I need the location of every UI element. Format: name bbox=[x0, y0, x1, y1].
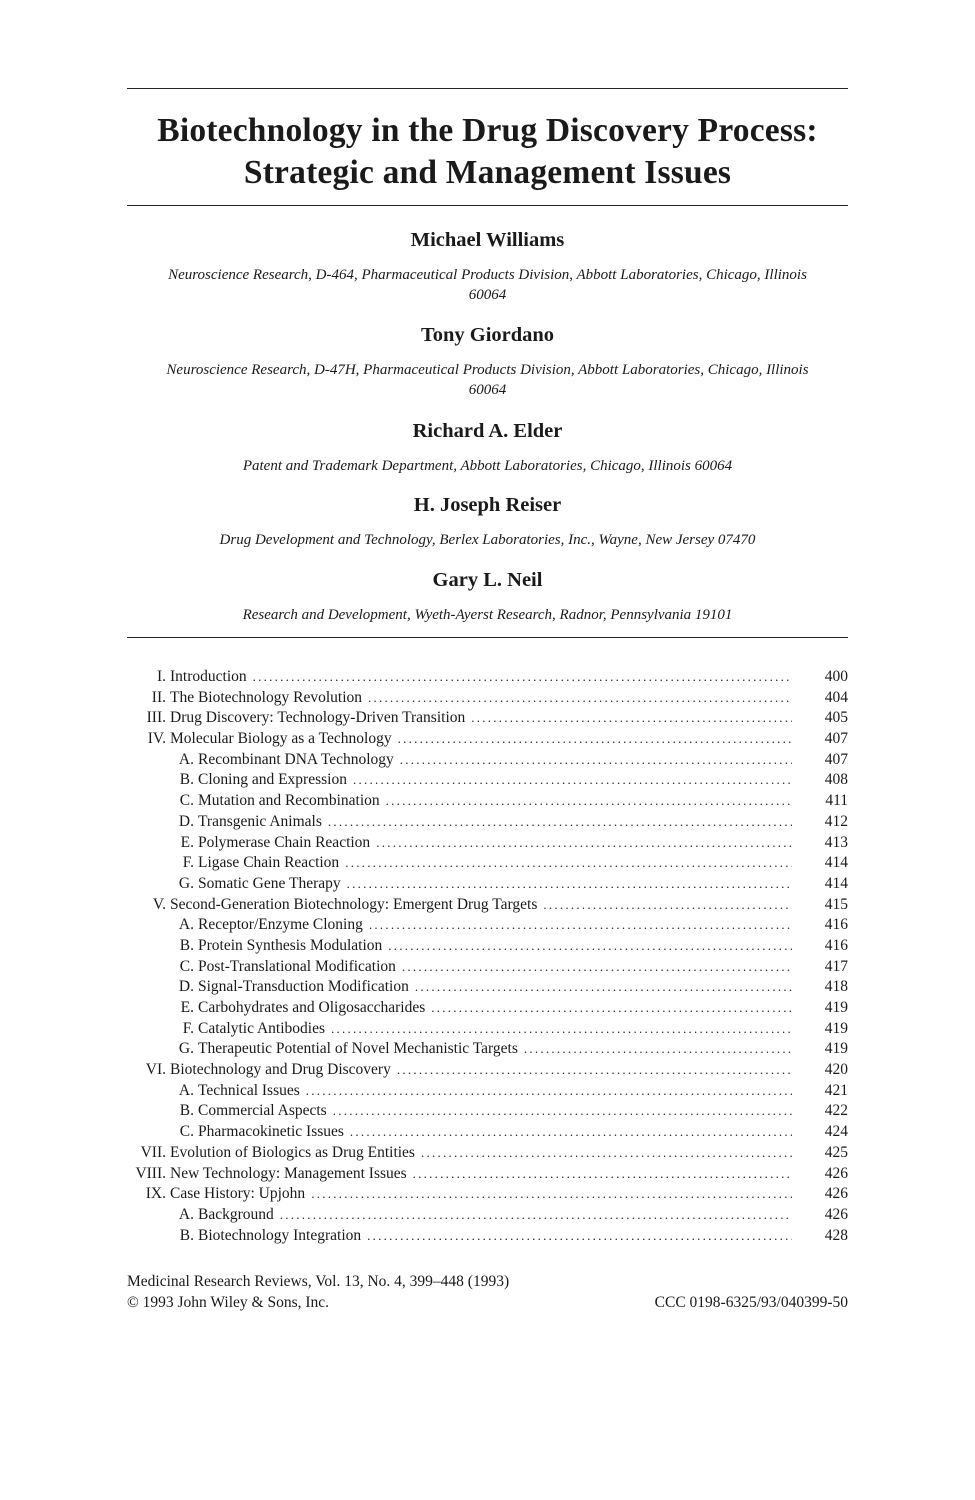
toc-entry-label: Biotechnology Integration bbox=[198, 1226, 362, 1244]
toc-row bbox=[127, 998, 848, 1019]
toc-leader-dots bbox=[306, 1081, 792, 1102]
journal-citation: Medicinal Research Reviews, Vol. 13, No. 4, 399–448 (1993) bbox=[127, 1273, 510, 1290]
toc-entry-label: Somatic Gene Therapy bbox=[198, 874, 341, 892]
toc-subsection-letter: C. bbox=[179, 957, 194, 975]
toc-entry-label: Polymerase Chain Reaction bbox=[198, 833, 371, 851]
toc-subsection-letter: A. bbox=[178, 1081, 194, 1099]
toc-leader-dots bbox=[368, 688, 792, 709]
toc-leader-dots bbox=[543, 895, 792, 916]
toc-page-number: 416 bbox=[824, 916, 848, 934]
toc-row bbox=[127, 1039, 848, 1060]
toc-page-number: 411 bbox=[825, 792, 848, 810]
toc-subsection-letter: B. bbox=[179, 936, 194, 954]
toc-page-number: 418 bbox=[824, 978, 848, 996]
toc-entry bbox=[166, 812, 808, 833]
toc-page-number: 421 bbox=[824, 1081, 848, 1099]
toc-entry-label: Transgenic Animals bbox=[198, 812, 322, 830]
toc-row bbox=[127, 1060, 848, 1081]
toc-leader-dots bbox=[413, 1164, 792, 1185]
toc-leader-dots bbox=[402, 957, 792, 978]
toc-subsection-letter: B. bbox=[179, 771, 194, 789]
toc-page-number: 407 bbox=[824, 730, 848, 748]
ccc-code: CCC 0198-6325/93/040399-50 bbox=[654, 1293, 848, 1311]
toc-section-number: V. bbox=[152, 895, 166, 913]
toc-entry bbox=[166, 936, 808, 957]
toc-row bbox=[127, 1205, 848, 1226]
affiliation-line-2: 60064 bbox=[468, 382, 507, 398]
toc-entry-label: Signal-Transduction Modification bbox=[198, 978, 409, 996]
toc-row bbox=[127, 915, 848, 936]
toc-entry-label: Technical Issues bbox=[198, 1081, 300, 1099]
toc-page-number: 408 bbox=[824, 771, 848, 789]
title-line-2: Strategic and Management Issues bbox=[243, 154, 732, 191]
toc-entry bbox=[166, 1060, 808, 1081]
toc-page-number: 419 bbox=[824, 1040, 848, 1058]
toc-leader-dots bbox=[386, 791, 792, 812]
affiliation-line-2: 60064 bbox=[468, 287, 507, 303]
footer bbox=[127, 1272, 848, 1313]
author-name: Tony Giordano bbox=[420, 324, 555, 346]
top-rule bbox=[127, 88, 848, 89]
toc-entry-label: Ligase Chain Reaction bbox=[198, 854, 340, 872]
toc-page-number: 416 bbox=[824, 936, 848, 954]
toc-subsection-letter: B. bbox=[179, 1102, 194, 1120]
toc-entry-label: Mutation and Recombination bbox=[198, 792, 380, 810]
toc-subsection-letter: D. bbox=[178, 978, 194, 996]
toc-entry bbox=[166, 998, 808, 1019]
toc-subsection-letter: B. bbox=[179, 1226, 194, 1244]
toc-entry-label: New Technology: Management Issues bbox=[170, 1164, 407, 1182]
toc-leader-dots bbox=[350, 1122, 792, 1143]
toc-subsection-letter: D. bbox=[178, 812, 194, 830]
toc-leader-dots bbox=[398, 729, 792, 750]
toc-entry bbox=[166, 1226, 808, 1247]
toc-entry bbox=[166, 667, 808, 688]
toc-section-number: IV. bbox=[147, 730, 166, 748]
toc-entry-label: The Biotechnology Revolution bbox=[170, 688, 363, 706]
toc-leader-dots bbox=[347, 874, 792, 895]
toc-leader-dots bbox=[471, 708, 792, 729]
toc-entry-label: Drug Discovery: Technology-Driven Transition bbox=[170, 709, 466, 727]
toc-row bbox=[127, 1184, 848, 1205]
toc-entry bbox=[166, 770, 808, 791]
toc-entry bbox=[166, 1205, 808, 1226]
toc-entry bbox=[166, 895, 808, 916]
toc-leader-dots bbox=[431, 998, 792, 1019]
toc-page-number: 400 bbox=[824, 668, 848, 685]
affiliation-line: Research and Development, Wyeth-Ayerst Research, Radnor, Pennsylvania 19101 bbox=[242, 607, 733, 623]
toc-section-number: II. bbox=[151, 688, 166, 706]
toc-row bbox=[127, 936, 848, 957]
toc-page-number: 414 bbox=[824, 874, 848, 892]
toc-entry-label: Pharmacokinetic Issues bbox=[198, 1123, 344, 1141]
toc-section-number: III. bbox=[146, 709, 166, 727]
toc-page-number: 425 bbox=[824, 1143, 848, 1161]
toc-page-number: 422 bbox=[824, 1102, 848, 1120]
toc-subsection-letter: E. bbox=[180, 999, 194, 1016]
toc-leader-dots bbox=[311, 1184, 792, 1205]
toc-row bbox=[127, 729, 848, 750]
toc-subsection-letter: A. bbox=[178, 1205, 194, 1223]
toc-entry bbox=[166, 791, 808, 812]
toc-entry bbox=[166, 874, 808, 895]
toc-entry-label: Cloning and Expression bbox=[198, 771, 347, 789]
toc-entry bbox=[166, 833, 808, 854]
toc-entry bbox=[166, 1019, 808, 1040]
toc-leader-dots bbox=[328, 812, 792, 833]
toc-subsection-letter: C. bbox=[179, 1123, 194, 1141]
toc-entry-label: Background bbox=[198, 1205, 274, 1223]
toc-page-number: 404 bbox=[824, 688, 848, 706]
toc-subsection-letter: A. bbox=[178, 916, 194, 934]
toc-entry bbox=[166, 1122, 808, 1143]
article-title bbox=[100, 110, 875, 194]
author-affiliation bbox=[120, 265, 855, 305]
toc-subsection-letter: F. bbox=[182, 1019, 194, 1037]
toc-row bbox=[127, 957, 848, 978]
title-line-1: Biotechnology in the Drug Discovery Process: bbox=[157, 112, 818, 149]
toc-section-number: IX. bbox=[145, 1185, 166, 1203]
toc-row bbox=[127, 874, 848, 895]
author-name: Richard A. Elder bbox=[412, 420, 563, 442]
toc-row bbox=[127, 853, 848, 874]
toc-entry-label: Therapeutic Potential of Novel Mechanistic Targets bbox=[198, 1040, 518, 1058]
toc-entry bbox=[166, 915, 808, 936]
toc-section-number: I. bbox=[156, 668, 166, 685]
toc-page-number: 413 bbox=[824, 833, 848, 851]
toc-page-number: 426 bbox=[824, 1205, 848, 1223]
toc-entry bbox=[166, 1081, 808, 1102]
toc-entry-label: Catalytic Antibodies bbox=[198, 1019, 325, 1037]
toc-entry bbox=[166, 1039, 808, 1060]
toc-subsection-letter: A. bbox=[178, 750, 194, 768]
author-name: Gary L. Neil bbox=[432, 569, 543, 591]
toc-leader-dots bbox=[353, 770, 792, 791]
toc-entry-label: Commercial Aspects bbox=[198, 1102, 327, 1120]
toc-row bbox=[127, 750, 848, 771]
toc-row bbox=[127, 1226, 848, 1247]
affiliation-line: Drug Development and Technology, Berlex Laboratories, Inc., Wayne, New Jersey 07470 bbox=[219, 532, 756, 548]
toc-leader-dots bbox=[415, 977, 792, 998]
toc-leader-dots bbox=[421, 1143, 792, 1164]
toc-entry bbox=[166, 729, 808, 750]
toc-page-number: 426 bbox=[824, 1185, 848, 1203]
toc-entry-label: Molecular Biology as a Technology bbox=[170, 730, 392, 748]
toc-section-number: VI. bbox=[145, 1061, 166, 1079]
toc-leader-dots bbox=[524, 1039, 792, 1060]
affiliation-line: Neuroscience Research, D-47H, Pharmaceutical Products Division, Abbott Laboratories, Chicago, Illinois bbox=[166, 362, 809, 378]
toc-leader-dots bbox=[331, 1019, 792, 1040]
toc-row bbox=[127, 791, 848, 812]
toc-row bbox=[127, 667, 848, 688]
toc-page-number: 415 bbox=[824, 895, 848, 913]
toc-page-number: 417 bbox=[824, 957, 848, 975]
author-name: H. Joseph Reiser bbox=[413, 494, 562, 516]
toc-row bbox=[127, 1122, 848, 1143]
toc-page-number: 414 bbox=[824, 854, 848, 872]
authors-rule bbox=[127, 637, 848, 638]
toc-entry-label: Introduction bbox=[170, 668, 247, 685]
toc-row bbox=[127, 977, 848, 998]
toc-row bbox=[127, 708, 848, 729]
toc-row bbox=[127, 812, 848, 833]
toc-entry-label: Second-Generation Biotechnology: Emergent Drug Targets bbox=[170, 895, 538, 913]
author-affiliation bbox=[120, 605, 855, 625]
toc-page-number: 419 bbox=[824, 999, 848, 1016]
toc-entry-label: Recombinant DNA Technology bbox=[198, 750, 394, 768]
title-rule bbox=[127, 205, 848, 206]
toc-subsection-letter: C. bbox=[179, 792, 194, 810]
toc-entry-label: Biotechnology and Drug Discovery bbox=[170, 1061, 391, 1079]
toc-leader-dots bbox=[367, 1226, 792, 1247]
toc-entry-label: Post-Translational Modification bbox=[198, 957, 396, 975]
toc-entry bbox=[166, 853, 808, 874]
table-of-contents bbox=[127, 667, 848, 1246]
toc-entry bbox=[166, 750, 808, 771]
toc-page-number: 405 bbox=[824, 709, 848, 727]
toc-subsection-letter: G. bbox=[178, 1040, 194, 1058]
toc-entry-label: Carbohydrates and Oligosaccharides bbox=[198, 999, 426, 1016]
toc-page-number: 426 bbox=[824, 1164, 848, 1182]
toc-entry bbox=[166, 977, 808, 998]
toc-row bbox=[127, 1143, 848, 1164]
toc-row bbox=[127, 1081, 848, 1102]
toc-leader-dots bbox=[253, 667, 792, 688]
toc-leader-dots bbox=[369, 915, 792, 936]
toc-page-number: 428 bbox=[824, 1226, 848, 1244]
toc-row bbox=[127, 1019, 848, 1040]
toc-entry bbox=[166, 708, 808, 729]
toc-leader-dots bbox=[400, 750, 792, 771]
toc-entry-label: Receptor/Enzyme Cloning bbox=[198, 916, 363, 934]
toc-entry-label: Case History: Upjohn bbox=[170, 1185, 306, 1203]
toc-row bbox=[127, 1164, 848, 1185]
toc-entry bbox=[166, 1164, 808, 1185]
toc-entry bbox=[166, 1184, 808, 1205]
toc-page-number: 412 bbox=[824, 812, 848, 830]
toc-entry bbox=[166, 1143, 808, 1164]
toc-entry bbox=[166, 957, 808, 978]
toc-subsection-letter: F. bbox=[182, 854, 194, 872]
copyright-line: © 1993 John Wiley & Sons, Inc. bbox=[127, 1293, 330, 1311]
toc-leader-dots bbox=[376, 833, 792, 854]
toc-page-number: 407 bbox=[824, 750, 848, 768]
toc-page-number: 424 bbox=[824, 1123, 848, 1141]
toc-row bbox=[127, 833, 848, 854]
toc-entry bbox=[166, 688, 808, 709]
toc-leader-dots bbox=[280, 1205, 792, 1226]
toc-section-number: VII. bbox=[140, 1143, 166, 1161]
toc-subsection-letter: E. bbox=[180, 833, 194, 851]
toc-row bbox=[127, 895, 848, 916]
toc-leader-dots bbox=[345, 853, 792, 874]
toc-page-number: 419 bbox=[824, 1019, 848, 1037]
toc-entry-label: Evolution of Biologics as Drug Entities bbox=[170, 1143, 415, 1161]
toc-entry bbox=[166, 1101, 808, 1122]
author-affiliation bbox=[120, 456, 855, 476]
toc-section-number: VIII. bbox=[135, 1164, 166, 1182]
affiliation-line: Patent and Trademark Department, Abbott Laboratories, Chicago, Illinois 60064 bbox=[242, 458, 733, 474]
toc-leader-dots bbox=[397, 1060, 792, 1081]
author-affiliation bbox=[120, 360, 855, 400]
toc-leader-dots bbox=[333, 1101, 792, 1122]
toc-entry-label: Protein Synthesis Modulation bbox=[198, 936, 383, 954]
toc-leader-dots bbox=[388, 936, 792, 957]
affiliation-line: Neuroscience Research, D-464, Pharmaceutical Products Division, Abbott Laboratories, Chicago, Illinois bbox=[168, 267, 807, 283]
toc-page-number: 420 bbox=[824, 1061, 848, 1079]
author-name: Michael Williams bbox=[410, 229, 565, 251]
toc-subsection-letter: G. bbox=[178, 874, 194, 892]
toc-row bbox=[127, 1101, 848, 1122]
author-affiliation bbox=[120, 530, 855, 550]
toc-row bbox=[127, 770, 848, 791]
toc-row bbox=[127, 688, 848, 709]
